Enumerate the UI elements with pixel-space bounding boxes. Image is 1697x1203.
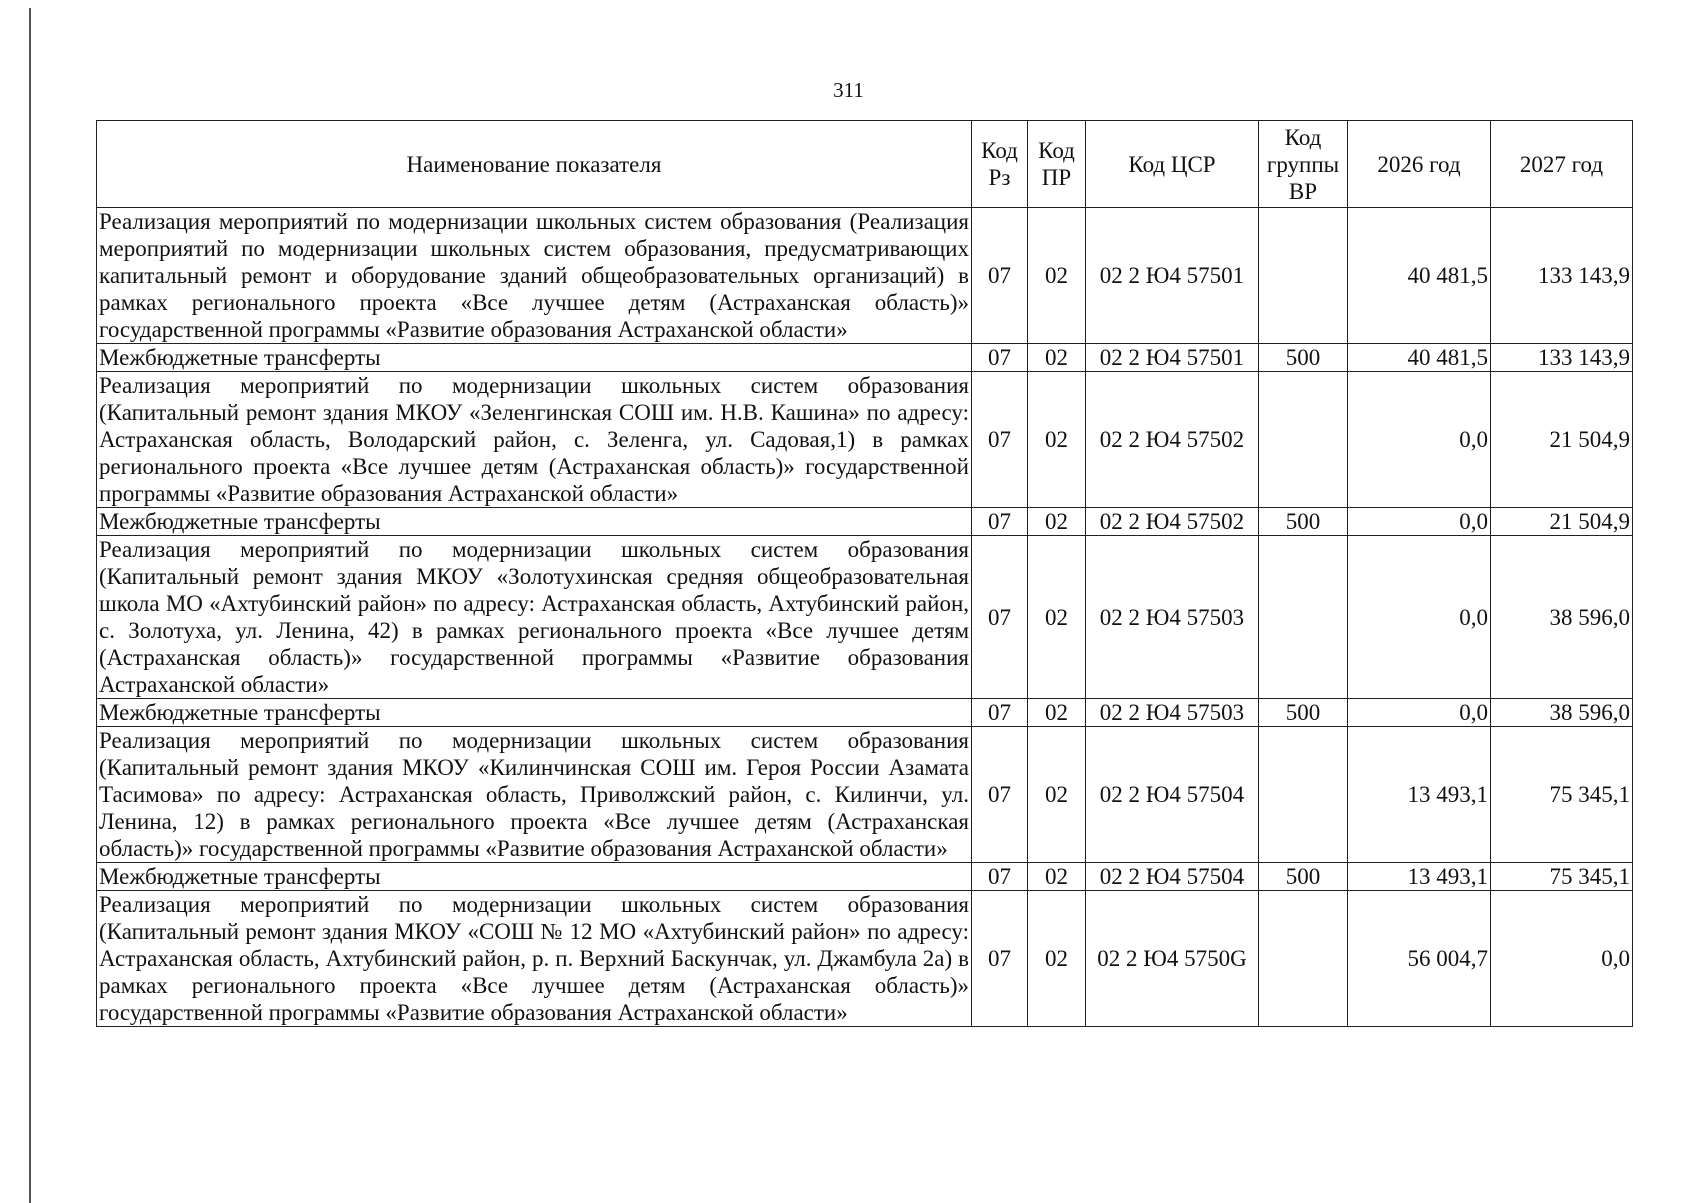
cell-rz: 07 [972,863,1028,891]
cell-vr: 500 [1259,699,1348,727]
cell-vr: 500 [1259,508,1348,536]
header-pr: Код ПР [1028,121,1086,208]
cell-name: Реализация мероприятий по модернизации школьных систем образования (Капитальный ремонт здания МКОУ «Золотухинская средняя общеобразовательная школа МО «Ахтубинский район» по адресу: Астраханская область, Ахтубинский район, с. Золотуха, ул. Ленина, 42) в рамках регионального проекта «Все лучшее детям (Астраханская область)» государственной программы «Развитие образования Астраханской области» [97,536,972,699]
cell-2026: 0,0 [1348,699,1491,727]
header-vr: Код группы ВР [1259,121,1348,208]
cell-2027: 38 596,0 [1491,536,1633,699]
cell-rz: 07 [972,727,1028,863]
cell-csr: 02 2 Ю4 57502 [1086,508,1259,536]
cell-rz: 07 [972,891,1028,1027]
cell-csr: 02 2 Ю4 5750G [1086,891,1259,1027]
cell-rz: 07 [972,699,1028,727]
cell-vr [1259,208,1348,344]
cell-2026: 40 481,5 [1348,208,1491,344]
cell-2026: 13 493,1 [1348,863,1491,891]
cell-2027: 75 345,1 [1491,727,1633,863]
table-header-row [97,121,1633,208]
table-row [97,536,1633,699]
cell-rz: 07 [972,536,1028,699]
cell-pr: 02 [1028,344,1086,372]
header-2026: 2026 год [1348,121,1491,208]
cell-csr: 02 2 Ю4 57503 [1086,536,1259,699]
table-row [97,372,1633,508]
cell-csr: 02 2 Ю4 57504 [1086,727,1259,863]
cell-pr: 02 [1028,727,1086,863]
table-row [97,344,1633,372]
cell-vr [1259,372,1348,508]
cell-csr: 02 2 Ю4 57501 [1086,344,1259,372]
header-2027: 2027 год [1491,121,1633,208]
cell-vr [1259,727,1348,863]
cell-2027: 133 143,9 [1491,208,1633,344]
cell-2026: 40 481,5 [1348,344,1491,372]
cell-vr: 500 [1259,344,1348,372]
cell-csr: 02 2 Ю4 57502 [1086,372,1259,508]
cell-name: Реализация мероприятий по модернизации школьных систем образования (Капитальный ремонт здания МКОУ «Килинчинская СОШ им. Героя России Азамата Тасимова» по адресу: Астраханская область, Приволжский район, с. Килинчи, ул. Ленина, 12) в рамках регионального проекта «Все лучшее детям (Астраханская область)» государственной программы «Развитие образования Астраханской области» [97,727,972,863]
header-csr: Код ЦСР [1086,121,1259,208]
table-row [97,699,1633,727]
cell-2027: 21 504,9 [1491,372,1633,508]
cell-pr: 02 [1028,372,1086,508]
cell-name: Межбюджетные трансферты [97,699,972,727]
cell-csr: 02 2 Ю4 57501 [1086,208,1259,344]
table-row [97,863,1633,891]
cell-pr: 02 [1028,208,1086,344]
cell-name: Реализация мероприятий по модернизации школьных систем образования (Реализация мероприятий по модернизации школьных систем образования, предусматривающих капитальный ремонт и оборудование зданий общеобразовательных организаций) в рамках регионального проекта «Все лучшее детям (Астраханская область)» государственной программы «Развитие образования Астраханской области» [97,208,972,344]
cell-name: Реализация мероприятий по модернизации школьных систем образования (Капитальный ремонт здания МКОУ «Зеленгинская СОШ им. Н.В. Кашина» по адресу: Астраханская область, Володарский район, с. Зеленга, ул. Садовая,1) в рамках регионального проекта «Все лучшее детям (Астраханская область)» государственной программы «Развитие образования Астраханской области» [97,372,972,508]
header-rz: Код Рз [972,121,1028,208]
page-margin-line [29,8,31,1203]
cell-name: Межбюджетные трансферты [97,344,972,372]
cell-2027: 133 143,9 [1491,344,1633,372]
cell-2027: 38 596,0 [1491,699,1633,727]
budget-table [96,120,1633,1027]
header-name: Наименование показателя [97,121,972,208]
cell-rz: 07 [972,372,1028,508]
table-row [97,508,1633,536]
cell-2026: 0,0 [1348,536,1491,699]
cell-rz: 07 [972,508,1028,536]
cell-rz: 07 [972,208,1028,344]
cell-2026: 0,0 [1348,508,1491,536]
cell-2027: 75 345,1 [1491,863,1633,891]
page-number: 311 [833,78,864,102]
cell-pr: 02 [1028,863,1086,891]
cell-pr: 02 [1028,536,1086,699]
table-row [97,891,1633,1027]
cell-pr: 02 [1028,891,1086,1027]
cell-csr: 02 2 Ю4 57504 [1086,863,1259,891]
cell-vr [1259,536,1348,699]
cell-pr: 02 [1028,699,1086,727]
cell-name: Межбюджетные трансферты [97,508,972,536]
cell-name: Реализация мероприятий по модернизации школьных систем образования (Капитальный ремонт здания МКОУ «СОШ № 12 МО «Ахтубинский район» по адресу: Астраханская область, Ахтубинский район, р. п. Верхний Баскунчак, ул. Джамбула 2а) в рамках регионального проекта «Все лучшее детям (Астраханская область)» государственной программы «Развитие образования Астраханской области» [97,891,972,1027]
cell-name: Межбюджетные трансферты [97,863,972,891]
table-row [97,208,1633,344]
cell-pr: 02 [1028,508,1086,536]
table-row [97,727,1633,863]
cell-rz: 07 [972,344,1028,372]
cell-2026: 56 004,7 [1348,891,1491,1027]
cell-vr: 500 [1259,863,1348,891]
cell-csr: 02 2 Ю4 57503 [1086,699,1259,727]
cell-2026: 13 493,1 [1348,727,1491,863]
cell-2027: 0,0 [1491,891,1633,1027]
cell-vr [1259,891,1348,1027]
cell-2026: 0,0 [1348,372,1491,508]
cell-2027: 21 504,9 [1491,508,1633,536]
